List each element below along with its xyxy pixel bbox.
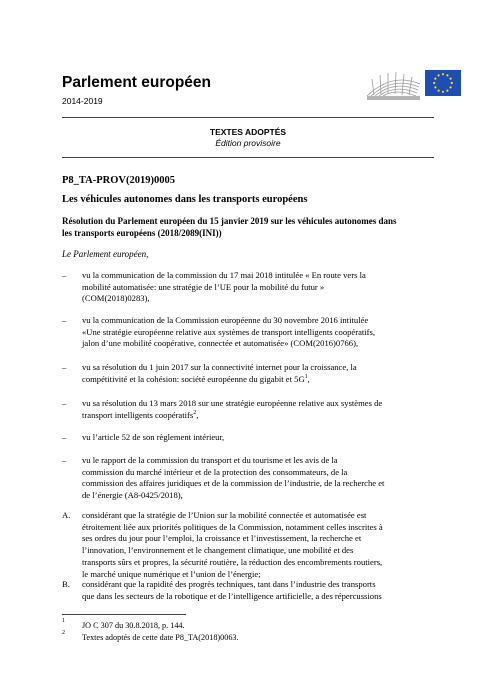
item-line: ses ordres du jour pour l’emploi, la croissance et l’investissement, la recherche et [82, 533, 362, 544]
recital-item [62, 579, 442, 602]
texts-heading: TEXTES ADOPTÉS [209, 127, 287, 137]
item-marker: – [62, 398, 67, 408]
item-tail: , [196, 409, 199, 420]
footnote-text: JO C 307 du 30.8.2018, p. 144. [82, 621, 185, 630]
institution-title: Parlement européen [62, 74, 212, 91]
footnote-number: 2 [62, 630, 65, 636]
citation-item [62, 362, 442, 385]
item-marker: – [62, 455, 67, 465]
item-marker: A. [62, 510, 71, 520]
footnote-ref: 2 [193, 409, 197, 416]
item-line: jalon d’une mobilité coopérative, connectée et automatisée» (COM(2016)0766), [82, 338, 359, 349]
legislature-years: 2014-2019 [62, 96, 103, 106]
footnote [62, 618, 185, 630]
parliament-logo [364, 66, 464, 106]
item-line: vu la communication de la commission du 17 mai 2018 intitulée « En route vers la [82, 270, 366, 280]
item-line: commission des affaires juridiques et de la commission de l’industrie, de la recherche et [82, 478, 385, 489]
resolution-heading [62, 215, 442, 239]
item-line: l’innovation, l’environnement et le changement climatique, une mobilité et des [82, 545, 354, 556]
item-line: transport intelligents coopératifs [82, 409, 194, 420]
footnote [62, 630, 239, 642]
footnote-number: 1 [62, 618, 65, 624]
document-title: Les véhicules autonomes dans les transports européens [62, 194, 308, 205]
citation-item [62, 270, 442, 305]
item-line: (COM(2018)0283), [82, 293, 150, 304]
item-marker: – [62, 270, 67, 280]
item-line: commission du marché intérieur et de la protection des consommateurs, de la [82, 466, 348, 477]
item-line: que dans les secteurs de la robotique et de l’intelligence artificielle, a des répercussions [82, 590, 382, 601]
item-line: le marché unique numérique et l’union de l’énergie; [82, 568, 261, 579]
item-line: compétitivité et la cohésion: société européenne du gigabit et 5G [82, 373, 305, 384]
resolution-line: les transports européens (2018/2089(INI)) [62, 228, 222, 238]
item-line: étroitement liée aux priorités politiques de la Commission, notamment celles inscrites à [82, 521, 383, 532]
item-marker: – [62, 432, 67, 442]
item-marker: – [62, 315, 67, 325]
footnote-text: Textes adoptés de cette date P8_TA(2018)0063. [82, 633, 239, 642]
recital-item [62, 510, 442, 580]
texts-edition: Édition provisoire [215, 138, 281, 148]
footnote-ref: 1 [304, 373, 308, 380]
section-divider [62, 157, 434, 158]
item-line: vu la communication de la Commission européenne du 30 novembre 2016 intitulée [82, 315, 369, 325]
item-line: considérant que la stratégie de l’Union sur la mobilité connectée et automatisée est [82, 510, 367, 520]
item-line: mobilité automatisée: une stratégie de l’UE pour la mobilité du futur » [82, 281, 325, 292]
item-line: considérant que la rapidité des progrès techniques, tant dans l’industrie des transports [82, 579, 376, 589]
citation-item [62, 432, 442, 444]
item-marker: – [62, 362, 67, 372]
citation-item [62, 455, 442, 502]
citation-item [62, 398, 442, 421]
item-tail: , [307, 373, 310, 384]
item-line: vu sa résolution du 13 mars 2018 sur une stratégie européenne relative aux systèmes de [82, 398, 383, 408]
item-line: transports sûrs et propres, la sécurité routière, la réduction des encombrements routiers, [82, 556, 383, 567]
item-line: vu l’article 52 de son règlement intérieur, [82, 432, 225, 442]
parliament-intro: Le Parlement européen, [62, 249, 149, 259]
document-reference: P8_TA-PROV(2019)0005 [62, 175, 175, 186]
item-line: vu sa résolution du 1 juin 2017 sur la connectivité internet pour la croissance, la [82, 362, 357, 372]
item-line: de l’énergie (A8-0425/2018), [82, 490, 183, 501]
resolution-line: Résolution du Parlement européen du 15 janvier 2019 sur les véhicules autonomes dans [62, 216, 397, 226]
header-divider [62, 117, 434, 118]
item-line: vu le rapport de la commission du transport et du tourisme et les avis de la [82, 455, 338, 465]
item-marker: B. [62, 579, 70, 589]
item-line: «Une stratégie européenne relative aux systèmes de transport intelligents coopératifs, [82, 326, 376, 337]
footnote-divider [62, 614, 186, 615]
citation-item [62, 315, 442, 350]
